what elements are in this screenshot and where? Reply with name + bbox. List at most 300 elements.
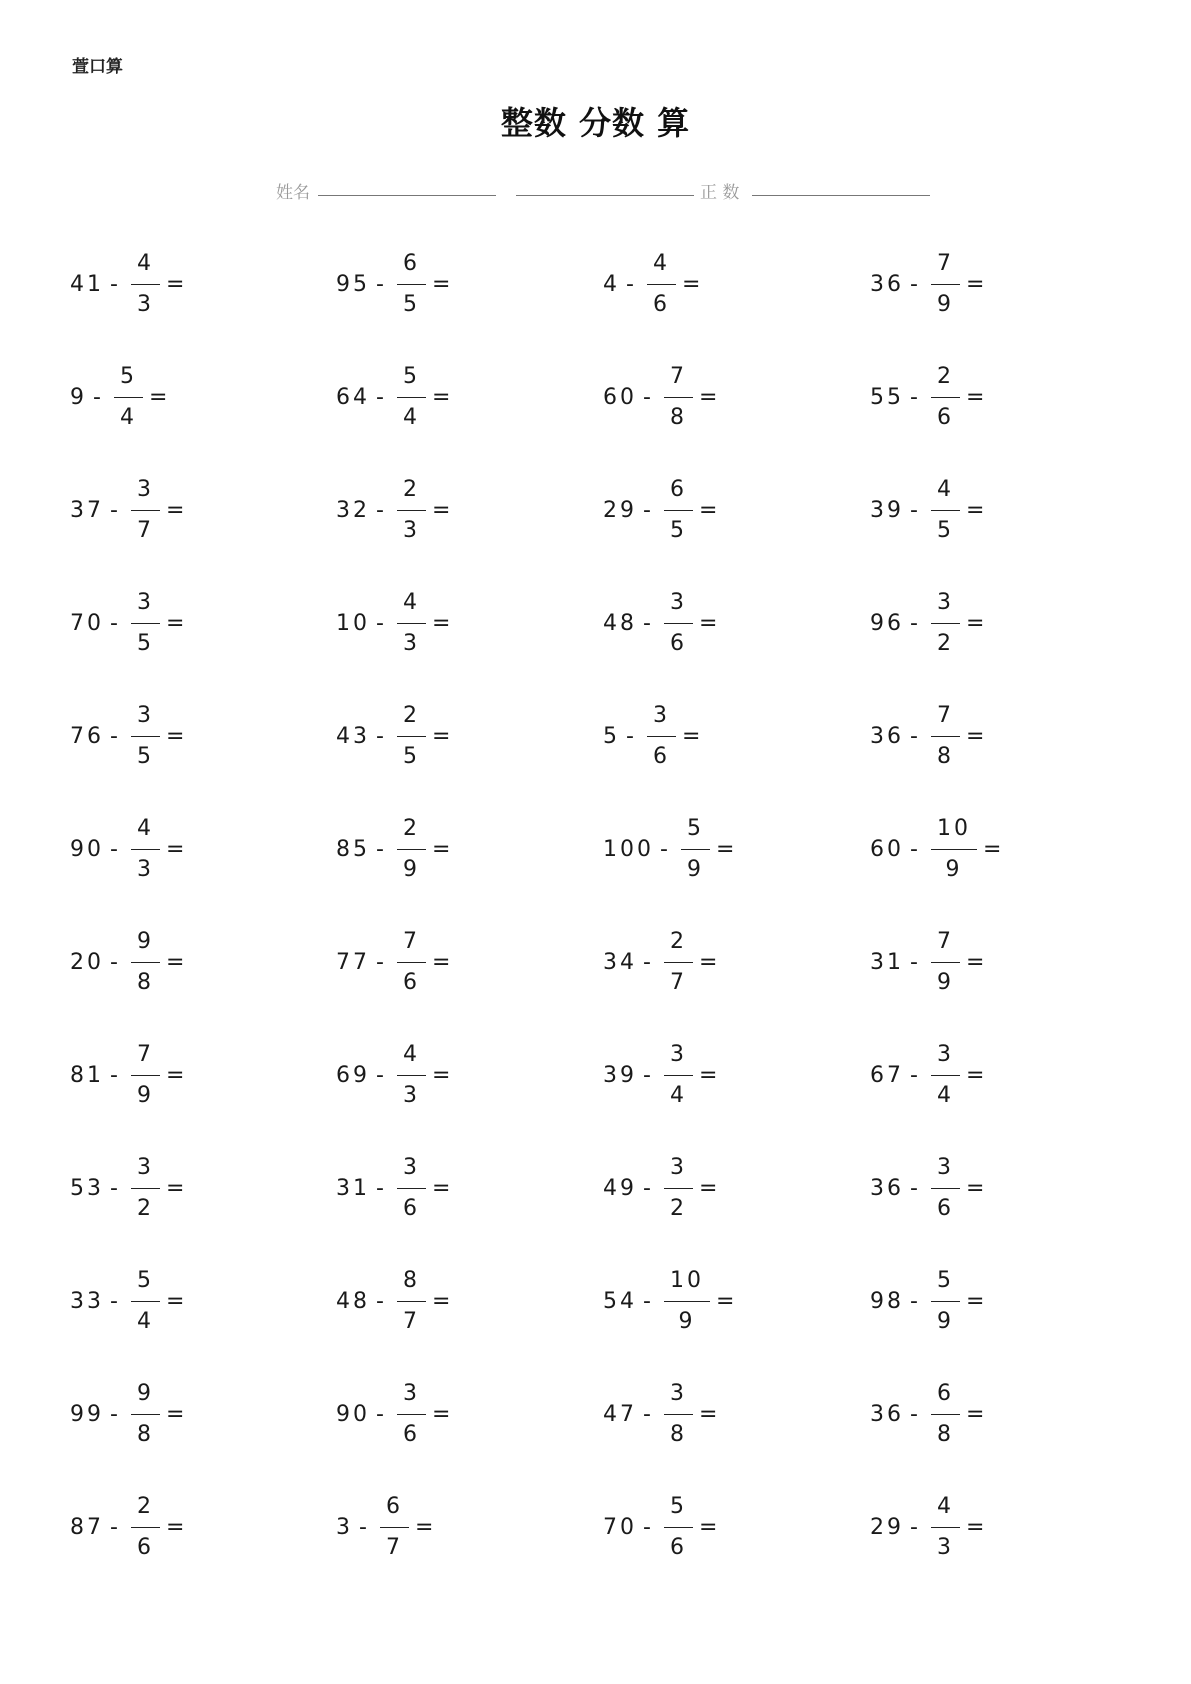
fraction <box>664 362 693 433</box>
fraction-bar <box>397 1075 426 1076</box>
denominator: 7 <box>136 517 154 543</box>
minus-sign: - <box>110 1288 121 1314</box>
problem-item <box>70 1487 187 1567</box>
name-blank-line[interactable] <box>318 195 496 196</box>
fraction <box>397 588 426 659</box>
denominator: 6 <box>936 1195 954 1221</box>
equals-sign: = <box>698 949 721 975</box>
numerator: 5 <box>402 363 420 389</box>
problem-item <box>70 1148 187 1228</box>
denominator: 6 <box>669 1534 687 1560</box>
minus-sign: - <box>910 1175 921 1201</box>
whole-number: 34 <box>603 949 637 975</box>
numerator: 5 <box>669 1493 687 1519</box>
fraction <box>931 249 960 320</box>
fraction <box>131 475 160 546</box>
fraction <box>931 701 960 772</box>
fraction-bar <box>397 397 426 398</box>
numerator: 4 <box>936 476 954 502</box>
fraction <box>397 249 426 320</box>
fraction-bar <box>931 849 977 850</box>
minus-sign: - <box>110 1062 121 1088</box>
whole-number: 20 <box>70 949 104 975</box>
fraction <box>664 588 693 659</box>
equals-sign: = <box>681 271 704 297</box>
equals-sign: = <box>431 949 454 975</box>
denominator: 2 <box>136 1195 154 1221</box>
problem-item <box>336 1035 453 1115</box>
denominator: 4 <box>119 404 137 430</box>
equals-sign: = <box>414 1514 437 1540</box>
equals-sign: = <box>698 610 721 636</box>
numerator: 10 <box>936 815 971 841</box>
denominator: 9 <box>136 1082 154 1108</box>
problem-item <box>70 470 187 550</box>
fraction-bar <box>647 736 676 737</box>
equals-sign: = <box>965 1062 988 1088</box>
fraction <box>131 1153 160 1224</box>
whole-number: 9 <box>70 384 87 410</box>
denominator: 4 <box>936 1082 954 1108</box>
minus-sign: - <box>910 497 921 523</box>
equals-sign: = <box>148 384 171 410</box>
equals-sign: = <box>681 723 704 749</box>
name-label: 姓名 <box>276 183 310 203</box>
numerator: 3 <box>936 1154 954 1180</box>
whole-number: 98 <box>870 1288 904 1314</box>
equals-sign: = <box>698 1175 721 1201</box>
fraction <box>131 814 160 885</box>
whole-number: 60 <box>603 384 637 410</box>
whole-number: 4 <box>603 271 620 297</box>
whole-number: 55 <box>870 384 904 410</box>
fraction <box>131 1379 160 1450</box>
minus-sign: - <box>643 497 654 523</box>
equals-sign: = <box>965 1514 988 1540</box>
minus-sign: - <box>910 1288 921 1314</box>
fraction-bar <box>131 510 160 511</box>
fraction <box>397 1379 426 1450</box>
denominator: 6 <box>936 404 954 430</box>
fraction-bar <box>931 284 960 285</box>
numerator: 6 <box>402 250 420 276</box>
problem-item <box>336 809 453 889</box>
problem-item <box>870 696 987 776</box>
whole-number: 36 <box>870 1401 904 1427</box>
minus-sign: - <box>376 723 387 749</box>
numerator: 3 <box>652 702 670 728</box>
numerator: 7 <box>936 702 954 728</box>
fraction-bar <box>664 962 693 963</box>
fraction-bar <box>664 1527 693 1528</box>
minus-sign: - <box>910 384 921 410</box>
numerator: 5 <box>119 363 137 389</box>
fraction <box>397 475 426 546</box>
minus-sign: - <box>643 1175 654 1201</box>
fraction <box>647 701 676 772</box>
equals-sign: = <box>431 384 454 410</box>
minus-sign: - <box>376 836 387 862</box>
numerator: 2 <box>402 702 420 728</box>
problem-item <box>870 244 987 324</box>
fraction <box>931 927 960 998</box>
problem-item <box>70 357 170 437</box>
numerator: 4 <box>402 589 420 615</box>
problem-item <box>336 470 453 550</box>
fraction <box>397 1266 426 1337</box>
fraction <box>664 1040 693 1111</box>
numerator: 9 <box>136 928 154 954</box>
equals-sign: = <box>431 497 454 523</box>
denominator: 3 <box>136 291 154 317</box>
minus-sign: - <box>643 1401 654 1427</box>
fraction <box>397 362 426 433</box>
denominator: 8 <box>669 1421 687 1447</box>
fraction <box>131 927 160 998</box>
whole-number: 48 <box>603 610 637 636</box>
problem-item <box>603 244 703 324</box>
denominator: 6 <box>402 1421 420 1447</box>
denominator: 3 <box>402 630 420 656</box>
equals-sign: = <box>698 1514 721 1540</box>
fraction <box>931 1492 960 1563</box>
fraction-bar <box>681 849 710 850</box>
problem-item <box>603 809 737 889</box>
numerator: 6 <box>936 1380 954 1406</box>
fraction <box>664 1266 710 1337</box>
fraction-bar <box>397 510 426 511</box>
equals-sign: = <box>965 384 988 410</box>
problem-item <box>603 1261 737 1341</box>
denominator: 5 <box>136 743 154 769</box>
numerator: 3 <box>669 1380 687 1406</box>
minus-sign: - <box>910 1062 921 1088</box>
minus-sign: - <box>910 723 921 749</box>
minus-sign: - <box>910 1401 921 1427</box>
fraction <box>931 1266 960 1337</box>
denominator: 6 <box>669 630 687 656</box>
problem-item <box>870 922 987 1002</box>
equals-sign: = <box>431 271 454 297</box>
equals-sign: = <box>965 271 988 297</box>
fraction-bar <box>397 623 426 624</box>
fraction-bar <box>664 1188 693 1189</box>
equals-sign: = <box>698 497 721 523</box>
whole-number: 36 <box>870 723 904 749</box>
whole-number: 10 <box>336 610 370 636</box>
fraction-bar <box>931 1075 960 1076</box>
equals-sign: = <box>965 610 988 636</box>
numerator: 5 <box>686 815 704 841</box>
minus-sign: - <box>110 271 121 297</box>
minus-sign: - <box>376 271 387 297</box>
numerator: 2 <box>936 363 954 389</box>
whole-number: 96 <box>870 610 904 636</box>
numerator: 3 <box>136 476 154 502</box>
denominator: 3 <box>402 517 420 543</box>
problem-item <box>603 1374 720 1454</box>
problem-item <box>336 583 453 663</box>
fraction <box>131 1266 160 1337</box>
problem-item <box>336 244 453 324</box>
problem-item <box>70 1374 187 1454</box>
whole-number: 3 <box>336 1514 353 1540</box>
fraction-bar <box>397 1414 426 1415</box>
whole-number: 32 <box>336 497 370 523</box>
fraction-bar <box>931 510 960 511</box>
equals-sign: = <box>431 1288 454 1314</box>
fraction-bar <box>931 1188 960 1189</box>
denominator: 6 <box>652 291 670 317</box>
whole-number: 39 <box>603 1062 637 1088</box>
whole-number: 31 <box>336 1175 370 1201</box>
equals-sign: = <box>165 497 188 523</box>
whole-number: 43 <box>336 723 370 749</box>
whole-number: 37 <box>70 497 104 523</box>
numerator: 6 <box>385 1493 403 1519</box>
equals-sign: = <box>165 1175 188 1201</box>
fraction-bar <box>131 1301 160 1302</box>
fraction-bar <box>131 736 160 737</box>
fraction-bar <box>664 1414 693 1415</box>
denominator: 3 <box>136 856 154 882</box>
whole-number: 41 <box>70 271 104 297</box>
whole-number: 90 <box>336 1401 370 1427</box>
whole-number: 76 <box>70 723 104 749</box>
whole-number: 70 <box>70 610 104 636</box>
problem-item <box>70 583 187 663</box>
equals-sign: = <box>431 836 454 862</box>
fraction-bar <box>931 1527 960 1528</box>
denominator: 6 <box>136 1534 154 1560</box>
minus-sign: - <box>110 497 121 523</box>
problem-item <box>870 1035 987 1115</box>
denominator: 8 <box>936 743 954 769</box>
problem-item <box>603 1148 720 1228</box>
denominator: 8 <box>936 1421 954 1447</box>
whole-number: 69 <box>336 1062 370 1088</box>
whole-number: 87 <box>70 1514 104 1540</box>
whole-number: 85 <box>336 836 370 862</box>
equals-sign: = <box>965 1288 988 1314</box>
problem-item <box>336 922 453 1002</box>
equals-sign: = <box>698 1401 721 1427</box>
equals-sign: = <box>965 497 988 523</box>
fraction <box>664 927 693 998</box>
problem-item <box>70 809 187 889</box>
minus-sign: - <box>110 949 121 975</box>
whole-number: 54 <box>603 1288 637 1314</box>
whole-number: 81 <box>70 1062 104 1088</box>
numerator: 2 <box>402 476 420 502</box>
numerator: 3 <box>136 702 154 728</box>
denominator: 3 <box>402 1082 420 1108</box>
denominator: 8 <box>136 1421 154 1447</box>
whole-number: 47 <box>603 1401 637 1427</box>
minus-sign: - <box>110 610 121 636</box>
fraction-bar <box>931 397 960 398</box>
denominator: 7 <box>669 969 687 995</box>
problem-item <box>870 1374 987 1454</box>
numerator: 7 <box>669 363 687 389</box>
minus-sign: - <box>110 836 121 862</box>
fraction <box>931 1379 960 1450</box>
problem-item <box>336 696 453 776</box>
problem-item <box>870 583 987 663</box>
fraction <box>664 1153 693 1224</box>
equals-sign: = <box>982 836 1005 862</box>
fraction <box>931 1153 960 1224</box>
denominator: 5 <box>136 630 154 656</box>
numerator: 7 <box>936 250 954 276</box>
denominator: 9 <box>402 856 420 882</box>
whole-number: 90 <box>70 836 104 862</box>
numerator: 3 <box>936 589 954 615</box>
numerator: 4 <box>136 815 154 841</box>
problem-item <box>603 696 703 776</box>
equals-sign: = <box>165 271 188 297</box>
equals-sign: = <box>965 949 988 975</box>
numerator: 7 <box>936 928 954 954</box>
numerator: 10 <box>669 1267 704 1293</box>
denominator: 5 <box>402 291 420 317</box>
numerator: 3 <box>136 589 154 615</box>
minus-sign: - <box>376 497 387 523</box>
denominator: 8 <box>136 969 154 995</box>
denominator: 9 <box>945 856 963 882</box>
minus-sign: - <box>93 384 104 410</box>
fraction-bar <box>397 962 426 963</box>
numerator: 3 <box>402 1380 420 1406</box>
fraction-bar <box>931 623 960 624</box>
equals-sign: = <box>431 610 454 636</box>
numerator: 5 <box>136 1267 154 1293</box>
minus-sign: - <box>626 271 637 297</box>
fraction-bar <box>397 849 426 850</box>
numerator: 4 <box>136 250 154 276</box>
numerator: 3 <box>936 1041 954 1067</box>
denominator: 7 <box>402 1308 420 1334</box>
whole-number: 99 <box>70 1401 104 1427</box>
denominator: 9 <box>936 969 954 995</box>
fraction-bar <box>931 962 960 963</box>
whole-number: 100 <box>603 836 654 862</box>
equals-sign: = <box>715 1288 738 1314</box>
denominator: 4 <box>669 1082 687 1108</box>
denominator: 5 <box>669 517 687 543</box>
minus-sign: - <box>376 1175 387 1201</box>
problem-item <box>336 1148 453 1228</box>
numerator: 7 <box>136 1041 154 1067</box>
numerator: 6 <box>669 476 687 502</box>
whole-number: 36 <box>870 271 904 297</box>
fraction <box>931 588 960 659</box>
denominator: 5 <box>402 743 420 769</box>
denominator: 9 <box>936 1308 954 1334</box>
equals-sign: = <box>165 1514 188 1540</box>
fraction-bar <box>664 510 693 511</box>
equals-sign: = <box>965 723 988 749</box>
whole-number: 39 <box>870 497 904 523</box>
whole-number: 49 <box>603 1175 637 1201</box>
fraction-bar <box>131 1075 160 1076</box>
numerator: 7 <box>402 928 420 954</box>
problem-item <box>336 1374 453 1454</box>
whole-number: 36 <box>870 1175 904 1201</box>
blank-line[interactable] <box>516 195 694 196</box>
whole-number: 95 <box>336 271 370 297</box>
fraction-bar <box>664 397 693 398</box>
minus-sign: - <box>110 1175 121 1201</box>
whole-number: 64 <box>336 384 370 410</box>
fraction-bar <box>397 284 426 285</box>
problem-item <box>603 922 720 1002</box>
minus-sign: - <box>110 723 121 749</box>
whole-number: 70 <box>603 1514 637 1540</box>
numerator: 3 <box>402 1154 420 1180</box>
denominator: 9 <box>686 856 704 882</box>
minus-sign: - <box>643 610 654 636</box>
fraction <box>931 1040 960 1111</box>
fraction <box>131 701 160 772</box>
score-blank-line[interactable] <box>752 195 930 196</box>
page-title: 整数 分数 算 <box>500 104 691 142</box>
problem-item <box>603 583 720 663</box>
whole-number: 77 <box>336 949 370 975</box>
denominator: 5 <box>936 517 954 543</box>
fraction <box>131 1492 160 1563</box>
fraction-bar <box>131 962 160 963</box>
equals-sign: = <box>431 1175 454 1201</box>
problem-item <box>336 1261 453 1341</box>
fraction-bar <box>931 736 960 737</box>
numerator: 3 <box>669 1041 687 1067</box>
student-info-row <box>0 178 1191 208</box>
problem-item <box>870 1487 987 1567</box>
minus-sign: - <box>643 1288 654 1314</box>
minus-sign: - <box>643 1514 654 1540</box>
equals-sign: = <box>698 384 721 410</box>
minus-sign: - <box>643 384 654 410</box>
minus-sign: - <box>376 384 387 410</box>
numerator: 3 <box>136 1154 154 1180</box>
fraction <box>131 588 160 659</box>
denominator: 8 <box>669 404 687 430</box>
denominator: 3 <box>936 1534 954 1560</box>
fraction-bar <box>647 284 676 285</box>
fraction-bar <box>664 1301 710 1302</box>
fraction-bar <box>397 1188 426 1189</box>
header-label: 萱口算 <box>72 57 123 77</box>
problem-item <box>70 1261 187 1341</box>
fraction <box>931 475 960 546</box>
numerator: 4 <box>652 250 670 276</box>
minus-sign: - <box>910 949 921 975</box>
fraction-bar <box>931 1414 960 1415</box>
fraction-bar <box>131 1188 160 1189</box>
whole-number: 5 <box>603 723 620 749</box>
fraction-bar <box>931 1301 960 1302</box>
fraction-bar <box>380 1527 409 1528</box>
equals-sign: = <box>715 836 738 862</box>
numerator: 2 <box>136 1493 154 1519</box>
denominator: 9 <box>936 291 954 317</box>
problem-item <box>70 696 187 776</box>
problem-item <box>870 470 987 550</box>
problem-item <box>70 1035 187 1115</box>
numerator: 3 <box>669 1154 687 1180</box>
problem-item <box>70 922 187 1002</box>
